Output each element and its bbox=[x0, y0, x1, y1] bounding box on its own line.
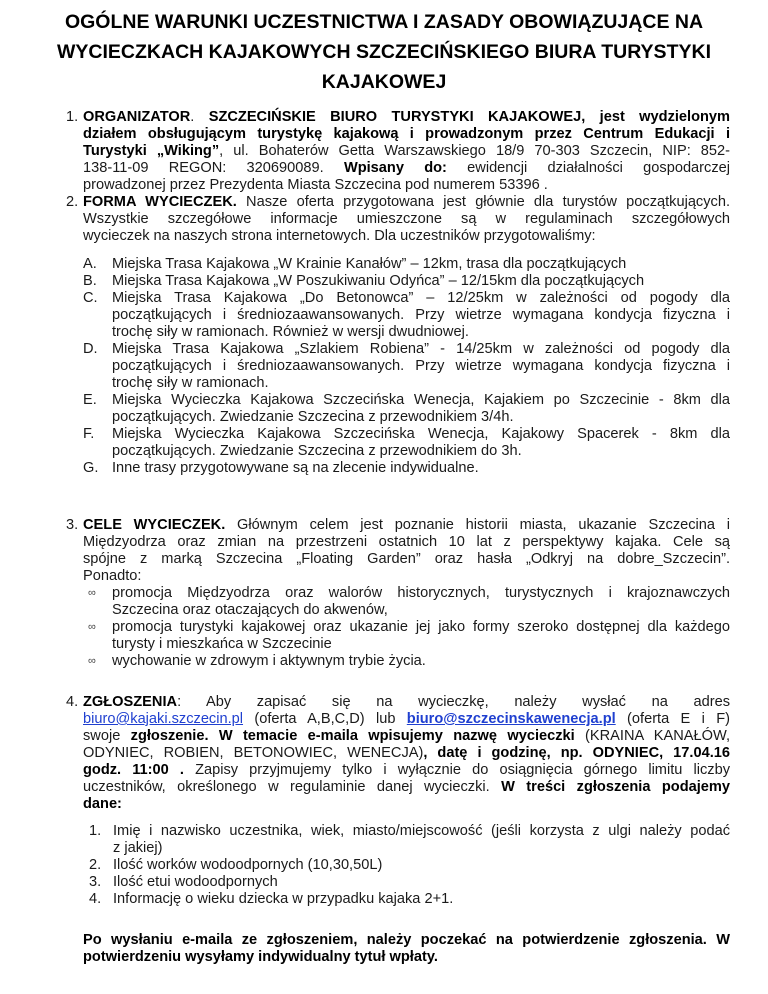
text-line bbox=[83, 932, 730, 949]
closing-note bbox=[0, 932, 768, 966]
document-body bbox=[0, 109, 768, 966]
text: początkujących. Zwiedzanie Szczecina z przewodnikiem 3/4h. bbox=[112, 409, 514, 425]
text-line bbox=[112, 602, 730, 619]
text: 138-11-09 REGON: 320690089. bbox=[83, 160, 344, 176]
text-line bbox=[113, 857, 730, 874]
text: wycieczek na naszych strona internetowych. Dla uczestników przygotowaliśmy: bbox=[83, 228, 596, 244]
bold-text: dane: bbox=[83, 796, 122, 812]
bold-text: ORGANIZATOR bbox=[83, 109, 191, 125]
bold-text: ZGŁOSZENIA bbox=[83, 694, 178, 710]
text-line bbox=[112, 324, 730, 341]
section-4-zgloszenia bbox=[0, 694, 768, 813]
text: Miejska Trasa Kajakowa „W Poszukiwaniu Odyńca” – 12/15km dla początkujących bbox=[112, 273, 645, 289]
text: Ilość worków wodoodpornych (10,30,50L) bbox=[113, 857, 383, 873]
text: uczestników, określonego w regulaminie danej wycieczki. bbox=[83, 779, 502, 795]
list-item bbox=[0, 392, 768, 426]
bold-text: Turystyki „Wiking” bbox=[83, 143, 220, 159]
text-line bbox=[83, 779, 730, 796]
text-line bbox=[112, 619, 730, 636]
text-line bbox=[113, 874, 730, 891]
text: z jakiej) bbox=[113, 840, 163, 856]
list-item bbox=[0, 256, 768, 273]
list-marker: F. bbox=[83, 426, 95, 442]
text-line bbox=[112, 636, 730, 653]
list-marker: 1. bbox=[66, 109, 79, 125]
text-line bbox=[112, 409, 730, 426]
text: promocja Międzyodrza oraz walorów historycznych, turystycznych i krajoznawczych bbox=[112, 585, 730, 601]
list-marker: 2. bbox=[66, 194, 79, 210]
text: Inne trasy przygotowywane są na zlecenie indywidualne. bbox=[112, 460, 479, 476]
title-line: KAJAKOWEJ bbox=[321, 71, 447, 93]
title-line: OGÓLNE WARUNKI UCZESTNICTWA I ZASADY OBOWIĄZUJĄCE NA bbox=[64, 11, 704, 33]
text: początkujących i średniozaawansowanych. Przy wietrze wymagana kondycja fizyczna i bbox=[112, 358, 730, 374]
list-marker: G. bbox=[83, 460, 99, 476]
text-line bbox=[83, 694, 730, 711]
text: Miejska Wycieczka Kajakowa Szczecińska Wenecja, Kajakiem po Szczecinie - 8km dla bbox=[112, 392, 730, 408]
text: Wszystkie szczegółowe informacje umieszczone są w regulaminach szczegółowych bbox=[83, 211, 730, 227]
text-line bbox=[83, 762, 730, 779]
text-line bbox=[83, 126, 730, 143]
bold-text: FORMA WYCIECZEK. bbox=[83, 194, 237, 210]
text-line bbox=[112, 290, 730, 307]
text-line bbox=[112, 273, 730, 290]
bullet-icon: ∞ bbox=[88, 655, 96, 667]
text-line bbox=[112, 341, 730, 358]
bold-text: zgłoszenie. W temacie e-maila wpisujemy nazwę wycieczki bbox=[130, 728, 575, 744]
text-line bbox=[112, 256, 730, 273]
title-line: WYCIECZKACH KAJAKOWYCH SZCZECIŃSKIEGO BIURA TURYSTYKI bbox=[57, 41, 711, 63]
text-line bbox=[113, 891, 730, 908]
text-line bbox=[83, 177, 730, 194]
list-item bbox=[0, 517, 768, 585]
text: Ponadto: bbox=[83, 568, 142, 584]
list-marker: B. bbox=[83, 273, 97, 289]
bullet-icon: ∞ bbox=[88, 587, 96, 599]
text-line bbox=[83, 160, 730, 177]
text-line bbox=[83, 711, 730, 728]
text: ewidencji działalności gospodarczej bbox=[446, 160, 730, 176]
text: prowadzonej przez Prezydenta Miasta Szczecina pod numerem 53396 . bbox=[83, 177, 548, 193]
text-line bbox=[113, 823, 730, 840]
text: (oferta E i F) bbox=[615, 711, 730, 727]
email-link[interactable]: biuro@kajaki.szczecin.pl bbox=[83, 711, 244, 727]
text: Imię i nazwisko uczestnika, wiek, miasto/miejscowość (jeśli korzysta z ulgi należy podać bbox=[113, 823, 730, 839]
list-item bbox=[0, 891, 768, 908]
text: Głównym celem jest poznanie historii miasta, ukazanie Szczecina i bbox=[225, 517, 730, 533]
list-item bbox=[0, 290, 768, 341]
bold-text: SZCZECIŃSKIE BIURO TURYSTYKI KAJAKOWEJ, jest wydzielonym bbox=[208, 109, 731, 125]
bold-text: potwierdzeniu wysyłamy indywidualny tytuł wpłaty. bbox=[83, 949, 438, 965]
list-item bbox=[0, 694, 768, 813]
trip-list bbox=[0, 256, 768, 477]
bold-text: godz. 11:00 . bbox=[83, 762, 184, 778]
email-link[interactable]: biuro@szczecinskawenecja.pl bbox=[406, 711, 616, 727]
text: , ul. Bohaterów Getta Warszawskiego 18/9 70-303 Szczecin, NIP: 852- bbox=[219, 143, 731, 159]
bold-text: , datę i godzinę, np. ODYNIEC, 17.04.16 bbox=[423, 745, 730, 761]
text-line bbox=[112, 307, 730, 324]
list-item bbox=[0, 194, 768, 245]
list-item bbox=[0, 109, 768, 194]
text-line bbox=[83, 228, 730, 245]
text: turysty i mieszkańca w Szczecinie bbox=[112, 636, 332, 652]
text-line bbox=[83, 551, 730, 568]
text: Miejska Trasa Kajakowa „W Krainie Kanałów” – 12km, trasa dla początkujących bbox=[112, 256, 627, 272]
list-item bbox=[0, 874, 768, 891]
bold-text: Po wysłaniu e-maila ze zgłoszeniem, należy poczekać na potwierdzenie zgłoszenia. W bbox=[83, 932, 730, 948]
text-line bbox=[83, 534, 730, 551]
text: Informację o wieku dziecka w przypadku kajaka 2+1. bbox=[113, 891, 454, 907]
list-marker: A. bbox=[83, 256, 97, 272]
text: Szczecina oraz otaczających do akwenów, bbox=[112, 602, 388, 618]
text-line bbox=[83, 728, 730, 745]
text: Międzyodrza oraz zmian na przestrzeni ostatnich 10 lat z perspektywy kajaka. Cele są bbox=[83, 534, 730, 550]
bold-text: działem obsługującym turystykę kajakową i prowadzonym przez Centrum Edukacji i bbox=[83, 126, 730, 142]
text-line bbox=[83, 194, 730, 211]
bullet-item bbox=[0, 653, 768, 670]
text-line bbox=[112, 460, 730, 477]
text: wychowanie w zdrowym i aktywnym trybie życia. bbox=[112, 653, 426, 669]
text: Miejska Trasa Kajakowa „Do Betonowca” – 12/25km w zależności od pogody dla bbox=[112, 290, 730, 306]
list-item bbox=[0, 426, 768, 460]
text-line bbox=[112, 443, 730, 460]
list-item bbox=[0, 341, 768, 392]
list-marker: 3. bbox=[89, 874, 102, 890]
text-line bbox=[83, 517, 730, 534]
text-line bbox=[83, 796, 730, 813]
text: trochę siły w ramionach. Również w wersji dwudniowej. bbox=[112, 324, 469, 340]
list-item bbox=[0, 823, 768, 857]
text: promocja turystyki kajakowej oraz ukazanie jej jako formy szeroko dostępnej dla każdego bbox=[112, 619, 730, 635]
text: Zapisy przyjmujemy tylko i wyłącznie do osiągnięcia górnego limitu liczby bbox=[183, 762, 731, 778]
list-item bbox=[0, 273, 768, 290]
list-item bbox=[0, 857, 768, 874]
text-line bbox=[112, 426, 730, 443]
list-marker: 1. bbox=[89, 823, 102, 839]
text: trochę siły w ramionach. bbox=[112, 375, 269, 391]
text: (oferta A,B,C,D) lub bbox=[243, 711, 407, 727]
text-line bbox=[83, 568, 730, 585]
section-1-organizator bbox=[0, 109, 768, 245]
text: Nasze oferta przygotowana jest głównie dla turystów początkujących. bbox=[236, 194, 730, 210]
text-line bbox=[83, 949, 730, 966]
text-line bbox=[113, 840, 730, 857]
list-marker: 4. bbox=[66, 694, 79, 710]
list-marker: 3. bbox=[66, 517, 79, 533]
text: (KRAINA KANAŁÓW, bbox=[574, 728, 730, 744]
text-line bbox=[112, 358, 730, 375]
text-line bbox=[112, 653, 730, 670]
list-item bbox=[0, 460, 768, 477]
list-marker: D. bbox=[83, 341, 98, 357]
list-marker: E. bbox=[83, 392, 97, 408]
required-data-list bbox=[0, 823, 768, 908]
text-line bbox=[83, 143, 730, 160]
bold-text: CELE WYCIECZEK. bbox=[83, 517, 226, 533]
list-marker: 2. bbox=[89, 857, 102, 873]
list-marker: 4. bbox=[89, 891, 102, 907]
text-line bbox=[112, 585, 730, 602]
text: Miejska Trasa Kajakowa „Szlakiem Robiena” - 14/25km w zależności od pogody dla bbox=[112, 341, 730, 357]
text: początkujących. Zwiedzanie Szczecina z przewodnikiem do 3h. bbox=[112, 443, 522, 459]
list-marker: C. bbox=[83, 290, 98, 306]
bullet-item bbox=[0, 585, 768, 619]
text-line bbox=[83, 211, 730, 228]
text-line bbox=[83, 109, 730, 126]
section-3-cele bbox=[0, 517, 768, 585]
text: spójne z marką Szczecina „Floating Garden” oraz hasła „Odkryj na dobre_Szczecin”. bbox=[83, 551, 730, 567]
text: Miejska Wycieczka Kajakowa Szczecińska Wenecja, Kajakowy Spacerek - 8km dla bbox=[112, 426, 730, 442]
bullet-icon: ∞ bbox=[88, 621, 96, 633]
goals-bullets bbox=[0, 585, 768, 670]
bold-text: W treści zgłoszenia podajemy bbox=[501, 779, 730, 795]
text: początkujących i średniozaawansowanych. Przy wietrze wymagana kondycja fizyczna i bbox=[112, 307, 730, 323]
text: Ilość etui wodoodpornych bbox=[113, 874, 278, 890]
bullet-item bbox=[0, 619, 768, 653]
text: . bbox=[190, 109, 209, 125]
text: swoje bbox=[83, 728, 131, 744]
document-title bbox=[40, 7, 728, 97]
list-item bbox=[0, 932, 768, 966]
bold-text: Wpisany do: bbox=[343, 160, 447, 176]
text: : Aby zapisać się na wycieczkę, należy wysłać na adres bbox=[177, 694, 730, 710]
text-line bbox=[112, 375, 730, 392]
text-line bbox=[112, 392, 730, 409]
text: ODYNIEC, ROBIEN, BETONOWIEC, WENECJA) bbox=[83, 745, 424, 761]
text-line bbox=[83, 745, 730, 762]
